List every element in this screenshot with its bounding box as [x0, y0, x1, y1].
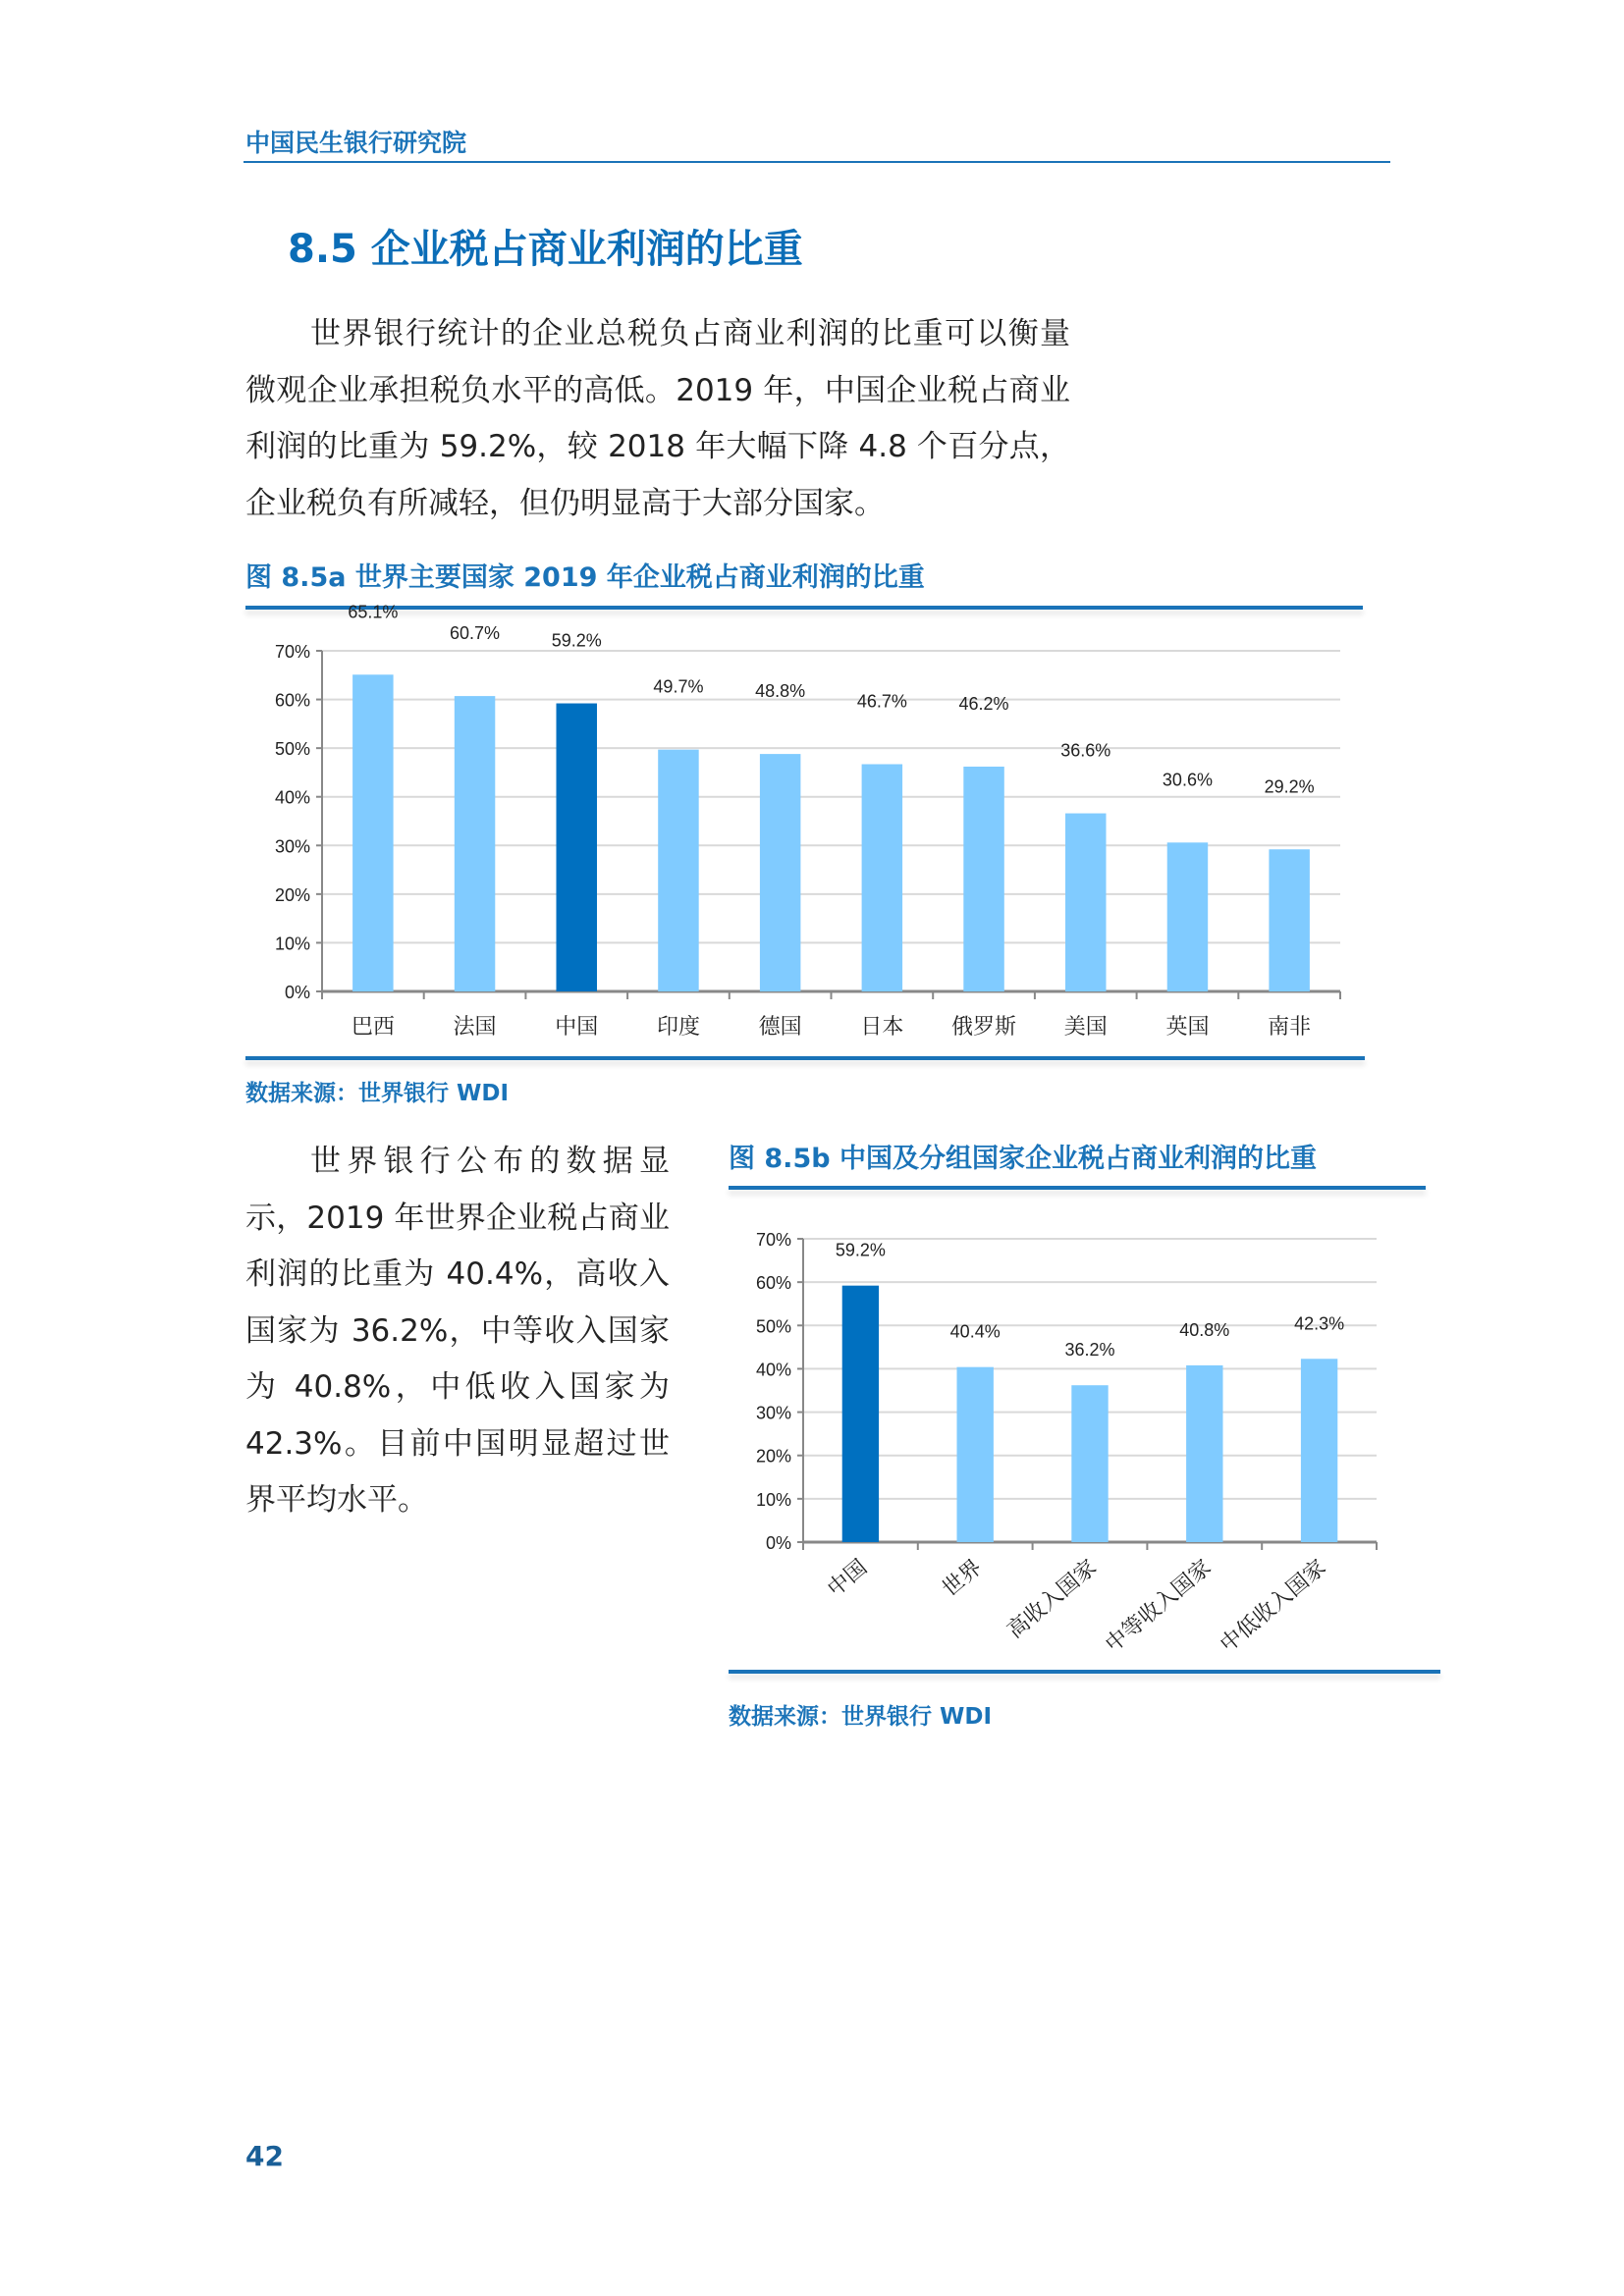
data-label: 59.2%: [551, 630, 602, 651]
category-label: 日本: [860, 1014, 904, 1039]
bar: [963, 767, 1003, 991]
bar: [957, 1367, 994, 1542]
y-tick-label: 70%: [274, 642, 310, 662]
category-label: 德国: [758, 1014, 802, 1039]
paragraph-2: 世界银行公布的数据显示，2019 年世界企业税占商业利润的比重为 40.4%，高收入国家为 36.2%，中等收入国家为 40.8%，中低收入国家为 42.3%。目前中国明显超过世界平均水平。: [245, 1144, 670, 1518]
category-label: 印度: [656, 1014, 700, 1039]
category-label: 中国: [822, 1554, 872, 1602]
category-label: 俄罗斯: [951, 1014, 1017, 1039]
y-tick-label: 50%: [274, 739, 310, 760]
y-tick-label: 50%: [755, 1316, 791, 1337]
bar: [557, 704, 597, 991]
bar: [760, 754, 800, 991]
paragraph-1: 世界银行统计的企业总税负占商业利润的比重可以衡量微观企业承担税负水平的高低。2019 年，中国企业税占商业利润的比重为 59.2%，较 2018 年大幅下降 4.8 个百分点，企业税负有所减轻，但仍明显高于大部分国家。: [245, 316, 1070, 521]
data-label: 49.7%: [653, 676, 704, 697]
header-org-name: 中国民生银行研究院: [245, 129, 467, 157]
data-label: 36.2%: [1064, 1340, 1115, 1361]
y-tick-label: 0%: [765, 1533, 791, 1553]
category-label: 中等收入国家: [1100, 1554, 1217, 1657]
bar: [658, 750, 698, 991]
category-label: 巴西: [351, 1014, 395, 1039]
category-label: 世界: [937, 1554, 987, 1602]
section-title: 8.5 企业税占商业利润的比重: [288, 227, 803, 272]
y-tick-label: 30%: [274, 836, 310, 857]
figure-b-caption: 图 8.5b 中国及分组国家企业税占商业利润的比重: [729, 1144, 1317, 1174]
data-label: 36.6%: [1060, 740, 1111, 761]
data-label: 46.2%: [958, 693, 1009, 714]
category-label: 美国: [1063, 1014, 1108, 1039]
y-tick-label: 70%: [755, 1230, 791, 1250]
category-label: 英国: [1165, 1014, 1210, 1039]
figure-a-source: 数据来源：世界银行 WDI: [245, 1081, 510, 1106]
figure-b-bottom-rule: [729, 1670, 1440, 1674]
y-tick-label: 60%: [274, 690, 310, 711]
bar: [1301, 1359, 1337, 1542]
data-label: 59.2%: [835, 1240, 886, 1260]
bar: [1269, 849, 1309, 991]
data-label: 60.7%: [450, 623, 501, 644]
bar: [1167, 842, 1208, 991]
bar: [842, 1286, 879, 1542]
y-tick-label: 20%: [274, 884, 310, 905]
bar: [1186, 1365, 1222, 1542]
category-label: 中国: [555, 1014, 599, 1039]
bar: [352, 674, 393, 991]
bar: [862, 765, 902, 991]
y-tick-label: 10%: [274, 934, 310, 954]
y-tick-label: 10%: [755, 1489, 791, 1510]
data-label: 40.8%: [1179, 1319, 1230, 1340]
figure-a-bottom-rule: [245, 1056, 1365, 1060]
data-label: 30.6%: [1162, 770, 1213, 790]
data-label: 42.3%: [1294, 1313, 1345, 1334]
figure-b-source: 数据来源：世界银行 WDI: [729, 1704, 993, 1730]
y-tick-label: 30%: [755, 1403, 791, 1423]
bar: [455, 696, 495, 991]
data-label: 65.1%: [348, 602, 399, 622]
data-label: 48.8%: [755, 681, 806, 702]
figure-a-caption: 图 8.5a 世界主要国家 2019 年企业税占商业利润的比重: [245, 562, 925, 593]
bar: [1065, 814, 1106, 991]
category-label: 南非: [1268, 1014, 1312, 1039]
category-label: 高收入国家: [1001, 1554, 1102, 1643]
y-tick-label: 40%: [755, 1360, 791, 1380]
y-tick-label: 0%: [284, 983, 310, 1002]
figure-b-top-rule: [729, 1186, 1426, 1190]
category-label: 中低收入国家: [1215, 1554, 1330, 1657]
page-number: 42: [245, 2140, 284, 2172]
y-tick-label: 40%: [274, 787, 310, 808]
bar: [1071, 1385, 1108, 1542]
category-label: 法国: [453, 1014, 497, 1039]
y-tick-label: 60%: [755, 1273, 791, 1294]
y-tick-label: 20%: [755, 1446, 791, 1467]
data-label: 46.7%: [856, 691, 907, 712]
data-label: 29.2%: [1264, 776, 1315, 797]
data-label: 40.4%: [949, 1321, 1001, 1342]
